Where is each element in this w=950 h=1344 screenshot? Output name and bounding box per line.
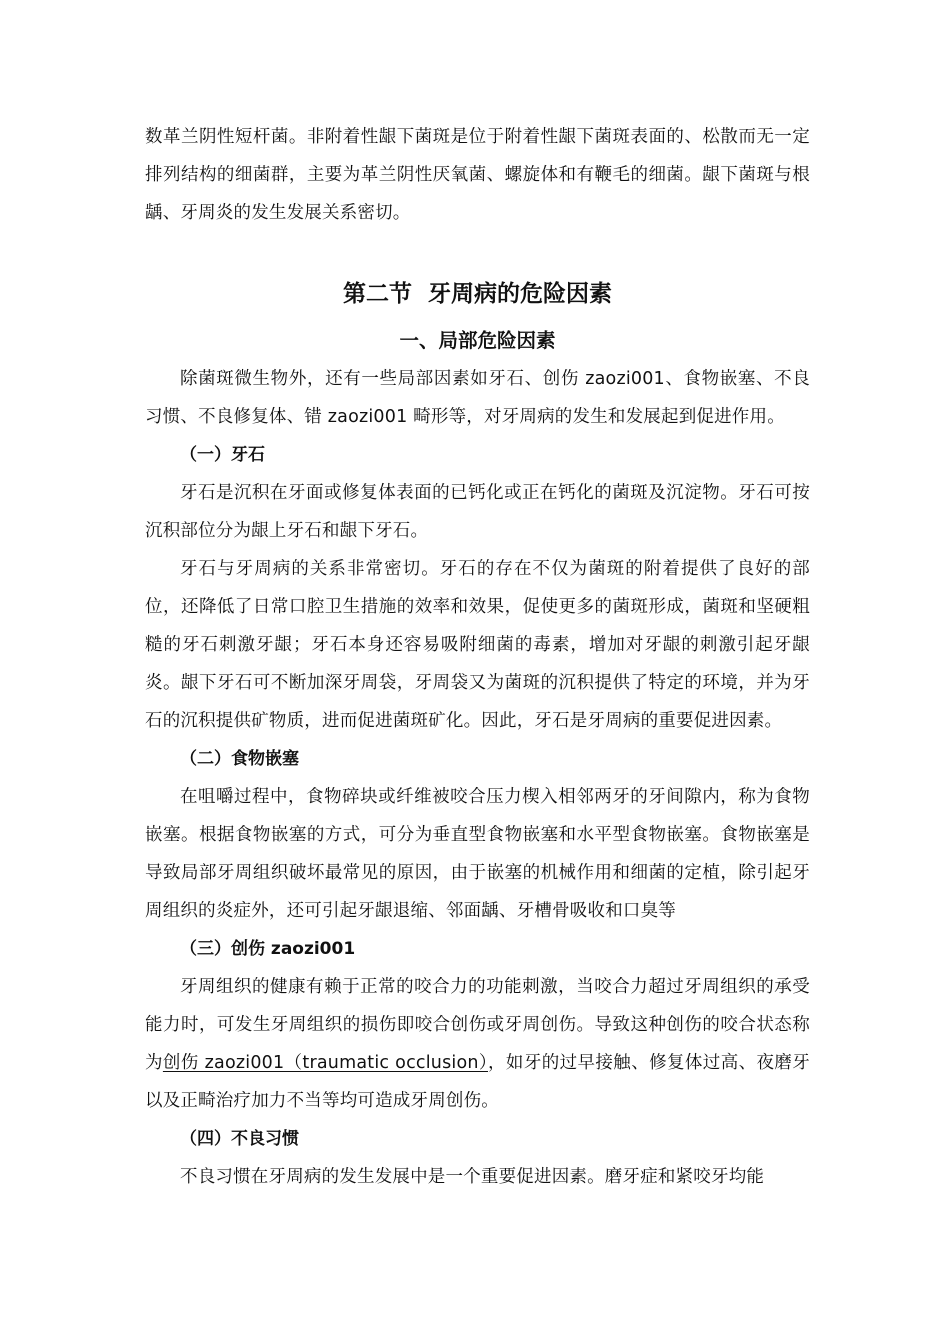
document-page (145, 118, 810, 1196)
section-title: 第二节 牙周病的危险因素 (342, 281, 612, 307)
trauma-paragraph (145, 968, 810, 1120)
trauma-text-after: ，如牙的过早接触、修复体过高、夜磨牙以及正畸治疗加力不当等均可造成牙周创伤。 (145, 1053, 810, 1111)
tartar-paragraph-2: 牙石与牙周病的关系非常密切。牙石的存在不仅为菌斑的附着提供了良好的部位，还降低了日常口腔卫生措施的效率和效果，促使更多的菌斑形成，菌斑和坚硬粗糙的牙石刺激牙龈；牙石本身还容易吸附细菌的毒素，增加对牙龈的刺激引起牙龈炎。龈下牙石可不断加深牙周袋，牙周袋又为菌斑的沉积提供了特定的环境，并为牙石的沉积提供矿物质，进而促进菌斑矿化。因此，牙石是牙周病的重要促进因素。 (145, 559, 810, 731)
section-intro-paragraph: 除菌斑微生物外，还有一些局部因素如牙石、创伤 zaozi001、食物嵌塞、不良习惯、不良修复体、错 zaozi001 畸形等，对牙周病的发生和发展起到促进作用。 (145, 369, 810, 427)
heading-habits: （四）不良习惯 (180, 1129, 299, 1149)
trauma-text-before: 牙周组织的健康有赖于正常的咬合力的功能刺激，当咬合力超过牙周组织的承受能力时，可发生牙周组织的损伤即咬合创伤或牙周创伤。导致这种创伤的咬合状态称为 (145, 977, 810, 1073)
habits-paragraph: 不良习惯在牙周病的发生发展中是一个重要促进因素。磨牙症和紧咬牙均能 (180, 1167, 765, 1187)
heading-trauma: （三）创伤 zaozi001 (180, 939, 356, 959)
section-subtitle: 一、局部危险因素 (399, 329, 556, 352)
trauma-term-link: 创伤 zaozi001（traumatic occlusion） (162, 1053, 489, 1073)
intro-paragraph: 数革兰阴性短杆菌。非附着性龈下菌斑是位于附着性龈下菌斑表面的、松散而无一定排列结构的细菌群，主要为革兰阴性厌氧菌、螺旋体和有鞭毛的细菌。龈下菌斑与根龋、牙周炎的发生发展关系密切。 (145, 127, 810, 223)
food-impaction-paragraph: 在咀嚼过程中，食物碎块或纤维被咬合压力楔入相邻两牙的牙间隙内，称为食物嵌塞。根据食物嵌塞的方式，可分为垂直型食物嵌塞和水平型食物嵌塞。食物嵌塞是导致局部牙周组织破坏最常见的原因，由于嵌塞的机械作用和细菌的定植，除引起牙周组织的炎症外，还可引起牙龈退缩、邻面龋、牙槽骨吸收和口臭等 (145, 787, 810, 921)
tartar-paragraph-1: 牙石是沉积在牙面或修复体表面的已钙化或正在钙化的菌斑及沉淀物。牙石可按沉积部位分为龈上牙石和龈下牙石。 (145, 483, 810, 541)
heading-tartar: （一）牙石 (180, 445, 265, 465)
heading-food-impaction: （二）食物嵌塞 (180, 749, 299, 769)
